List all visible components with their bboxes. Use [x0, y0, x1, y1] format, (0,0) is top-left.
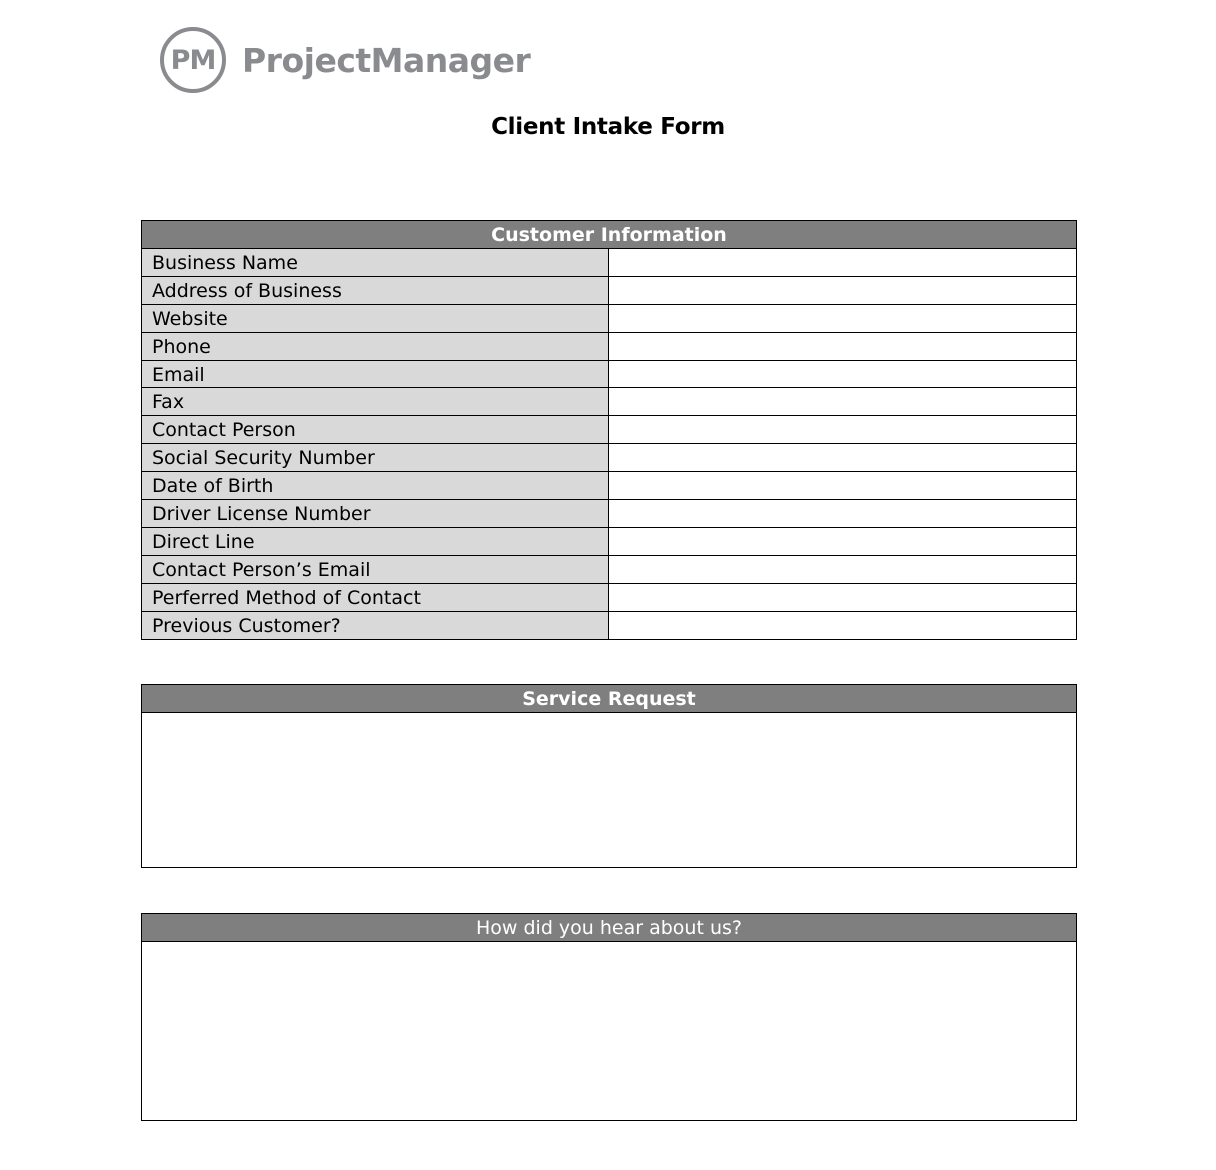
table-row	[142, 472, 1076, 500]
field-value-cell	[609, 472, 1076, 499]
field-input[interactable]	[609, 472, 1076, 499]
table-row	[142, 584, 1076, 612]
table-row	[142, 528, 1076, 556]
field-input[interactable]	[609, 277, 1076, 304]
field-label: Business Name	[142, 249, 609, 276]
field-input[interactable]	[609, 249, 1076, 276]
table-row	[142, 444, 1076, 472]
field-value-cell	[609, 584, 1076, 611]
field-input[interactable]	[609, 333, 1076, 360]
field-label: Phone	[142, 333, 609, 360]
field-input[interactable]	[609, 612, 1076, 640]
field-label: Contact Person’s Email	[142, 556, 609, 583]
field-label: Direct Line	[142, 528, 609, 555]
table-row	[142, 500, 1076, 528]
table-row	[142, 556, 1076, 584]
table-row	[142, 249, 1076, 277]
table-row	[142, 388, 1076, 416]
field-value-cell	[609, 416, 1076, 443]
field-input[interactable]	[609, 416, 1076, 443]
pm-logo-icon: PM	[160, 27, 226, 93]
service-request-table	[141, 684, 1077, 868]
projectmanager-logo	[160, 24, 530, 96]
field-value-cell	[609, 444, 1076, 471]
field-value-cell	[609, 500, 1076, 527]
field-value-cell	[609, 249, 1076, 276]
table-row	[142, 333, 1076, 361]
how-did-you-hear-table	[141, 913, 1077, 1121]
field-input[interactable]	[609, 556, 1076, 583]
service-request-body	[142, 713, 1076, 867]
customer-information-rows	[142, 249, 1076, 639]
table-row	[142, 277, 1076, 305]
field-value-cell	[609, 388, 1076, 415]
field-label: Website	[142, 305, 609, 332]
logo-wordmark: ProjectManager	[242, 40, 531, 80]
field-input[interactable]	[609, 528, 1076, 555]
table-row	[142, 416, 1076, 444]
field-label: Address of Business	[142, 277, 609, 304]
field-label: Social Security Number	[142, 444, 609, 471]
field-input[interactable]	[609, 388, 1076, 415]
field-label: Date of Birth	[142, 472, 609, 499]
table-row	[142, 361, 1076, 389]
field-input[interactable]	[609, 305, 1076, 332]
field-value-cell	[609, 277, 1076, 304]
service-request-field[interactable]	[142, 713, 1076, 867]
page-title: Client Intake Form	[491, 114, 725, 140]
field-input[interactable]	[609, 361, 1076, 388]
customer-information-table	[141, 220, 1077, 640]
field-value-cell	[609, 612, 1076, 640]
table-row	[142, 305, 1076, 333]
customer-information-header: Customer Information	[142, 221, 1076, 249]
field-value-cell	[609, 361, 1076, 388]
table-row	[142, 612, 1076, 640]
field-label: Email	[142, 361, 609, 388]
how-did-you-hear-header: How did you hear about us?	[142, 914, 1076, 942]
field-input[interactable]	[609, 584, 1076, 611]
field-label: Perferred Method of Contact	[142, 584, 609, 611]
field-label: Fax	[142, 388, 609, 415]
field-input[interactable]	[609, 444, 1076, 471]
field-value-cell	[609, 333, 1076, 360]
field-value-cell	[609, 528, 1076, 555]
field-label: Contact Person	[142, 416, 609, 443]
field-label: Previous Customer?	[142, 612, 609, 640]
how-did-you-hear-field[interactable]	[142, 942, 1076, 1120]
service-request-header: Service Request	[142, 685, 1076, 713]
field-value-cell	[609, 305, 1076, 332]
field-label: Driver License Number	[142, 500, 609, 527]
field-input[interactable]	[609, 500, 1076, 527]
how-did-you-hear-body	[142, 942, 1076, 1120]
field-value-cell	[609, 556, 1076, 583]
